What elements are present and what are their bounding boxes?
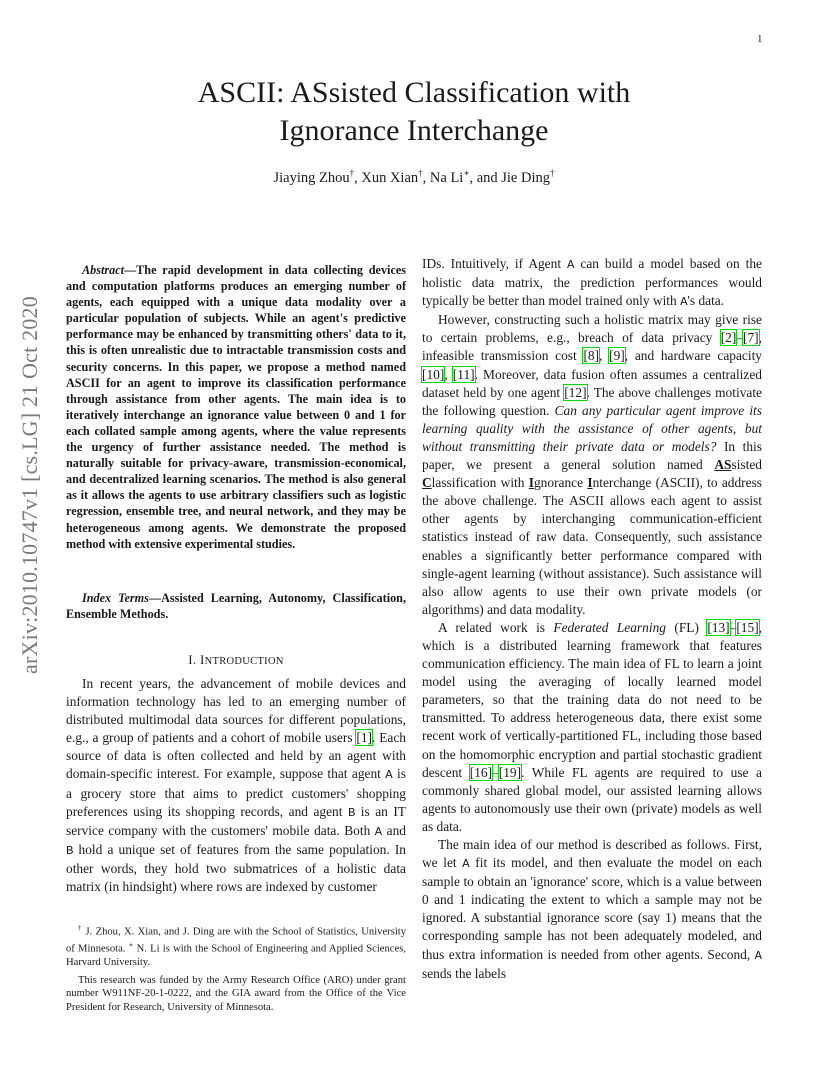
body-text: – xyxy=(736,330,744,346)
citation-link[interactable]: [7] xyxy=(743,330,759,346)
body-text: – xyxy=(492,764,499,780)
agent-symbol: B xyxy=(66,843,74,858)
body-text: . Each source of data is often collected and held by an agent with domain-specific interest. For example, suppose that agent xyxy=(66,730,406,782)
abstract-text: —The rapid development in data collecting devices and computation platforms produces an emerging number of agents, each equipped with a unique data modality over a particular population of subjects. While an agent's predictive performance may be enhanced by transmitting others' data to it, this is often unrealistic due to intractable transmission costs and security concerns. In this paper, we propose a method named ASCII for an agent to improve its classification performance through assistance from other agents. The main idea is to iteratively interchange an ignorance value between 0 and 1 for each collated sample among agents, where the value represents the urgency of further assistance needed. The method is naturally suitable for privacy-aware, transmission-economical, and decentralized learning scenarios. The method is also general as it allows the agents to use arbitrary classifiers such as logistic regression, ensemble tree, and neural network, and they may be heterogeneous among agents. We demonstrate the proposed method with extensive experimental studies. xyxy=(66,263,406,551)
affiliation-mark: † xyxy=(418,168,423,178)
body-text: hold a unique set of features from the same population. In other words, they hold two submatrices of a holistic data matrix (in hindsight) where rows are indexed by customer xyxy=(66,841,406,895)
index-terms-text: —Assisted Learning, Autonomy, Classification, Ensemble Methods. xyxy=(66,591,406,622)
author-name: Jie Ding xyxy=(501,170,550,186)
abstract xyxy=(66,262,406,552)
agent-symbol: A xyxy=(567,258,575,272)
body-text: is a grocery store that aims to predict customers' shopping preferences using its shopping records, and agent xyxy=(66,766,406,819)
section-title-initial: I xyxy=(199,652,205,667)
body-text: (FL) xyxy=(665,619,708,635)
author-separator: , and xyxy=(469,170,502,186)
footnote-text: This research was funded by the Army Research Office (ARO) under grant number W911NF-20-1-0222, and the GIA award from the Office of the Vice President for Research, University of Minnesota. xyxy=(66,974,406,1014)
citation-link[interactable]: [12] xyxy=(564,384,587,400)
author-list xyxy=(0,170,828,187)
citation-link[interactable]: [9] xyxy=(609,348,625,364)
body-text: can build a model based on the holistic data matrix, the prediction performances would typically be better than model trained only with xyxy=(422,256,762,309)
body-text: The main idea of our method is described as follows. First, we let xyxy=(422,837,762,871)
citation-link[interactable]: [10] xyxy=(422,366,445,382)
author-separator: , xyxy=(422,170,430,186)
body-text: , xyxy=(444,366,453,382)
introduction-paragraph xyxy=(66,675,406,896)
footnote-text: J. Zhou, X. Xian, and J. Ding are with the School of Statistics, University of Minnesota. xyxy=(66,926,406,955)
research-question: Can any particular agent improve its learning quality with the assistance of other agents, but without transmitting their private data or models? xyxy=(422,402,762,454)
body-text: , infeasible transmission cost xyxy=(422,330,762,364)
citation-link[interactable]: [16] xyxy=(469,764,493,780)
citation-link[interactable]: [13] xyxy=(707,619,730,635)
footnote-mark: † xyxy=(78,924,83,932)
title-line-2: Ignorance Interchange xyxy=(279,114,549,147)
citation-link[interactable]: [15] xyxy=(736,619,759,635)
body-text: , xyxy=(599,348,610,364)
citation-link[interactable]: [8] xyxy=(583,348,600,364)
body-text: 's data. xyxy=(687,293,725,309)
body-text: fit its model, and then evaluate the model on each sample to obtain an 'ignorance' score, which is a value between 0 and 1 indicating the extent to which a sample may not be ignored. A substantial ignorance score (say 1) means that the corresponding sample has not been adequately modeled, and thus extra information is needed from other agents. Second, xyxy=(422,855,762,962)
citation-link[interactable]: [2] xyxy=(720,330,737,346)
body-text: . While FL agents are required to use a commonly shared global model, our assisted learning allows agents to autonomously use their own (private) models as well as data. xyxy=(422,764,762,834)
body-text: A related work is xyxy=(438,619,554,635)
footnote-text: N. Li is with the School of Engineering and Applied Sciences, Harvard University. xyxy=(66,943,406,969)
affiliation-mark: ∗ xyxy=(463,168,470,178)
section-heading xyxy=(66,652,406,668)
body-text: – xyxy=(729,619,737,635)
author-name: Jiaying Zhou xyxy=(273,170,350,186)
body-text: In recent years, the advancement of mobile devices and information technology has led to an emerging number of distributed multimodal data sources for different populations, e.g., a group of patients and a cohort of mobile users xyxy=(66,676,406,746)
arxiv-sidebar-stamp xyxy=(8,290,52,680)
citation-link[interactable]: [1] xyxy=(356,730,373,746)
index-terms-label: Index Terms xyxy=(82,591,149,605)
body-text: . Moreover, data fusion often assumes a centralized dataset held by one agent xyxy=(422,366,762,400)
body-text: In this paper, we present a general solution named xyxy=(422,438,762,473)
body-text: , and hardware capacity xyxy=(624,348,762,364)
right-column-body xyxy=(422,255,762,983)
agent-symbol: A xyxy=(680,295,688,310)
title-line-1: ASCII: ASsisted Classification with xyxy=(197,76,631,109)
body-text: and xyxy=(382,822,406,838)
author-name: Xun Xian xyxy=(361,170,419,186)
acronym-letter: I xyxy=(587,475,593,491)
body-text: lassification with xyxy=(431,475,529,491)
section-number: I. xyxy=(188,652,200,667)
citation-link[interactable]: [11] xyxy=(452,366,475,382)
affiliation-mark: † xyxy=(550,168,555,178)
body-text: , which is a distributed learning framework that features communication efficiency. The main idea of FL to learn a joint model using the averaging of locally learned model parameters, so that the training data do not need to be transmitted. To address heterogeneous data, there exist some recent work of vertically-partitioned FL, including those based on the homomorphic encryption and partial stochastic gradient descent xyxy=(422,619,763,780)
body-text: IDs. Intuitively, if Agent xyxy=(422,256,568,271)
agent-symbol: B xyxy=(347,805,356,820)
author-separator: , xyxy=(354,170,362,186)
body-text: sends the labels xyxy=(422,965,507,981)
footnotes xyxy=(66,922,406,1019)
abstract-label: Abstract xyxy=(82,263,124,277)
body-text: However, constructing such a holistic matrix may give rise to certain problems, e.g., breach of data privacy xyxy=(422,312,762,346)
footnote-affiliations xyxy=(66,922,406,970)
body-text: gnorance xyxy=(533,475,588,491)
agent-symbol: A xyxy=(462,857,470,872)
agent-symbol: A xyxy=(754,948,762,963)
agent-symbol: A xyxy=(385,768,393,783)
footnote-mark: ∗ xyxy=(128,941,134,950)
term-emphasis: Federated Learning xyxy=(553,619,666,635)
acronym-letter: I xyxy=(528,475,534,491)
body-text: is an IT service company with the customers' mobile data. Both xyxy=(66,803,406,838)
body-text: . The above challenges motivate the following question. xyxy=(422,384,762,418)
arxiv-id: arXiv:2010.10747v1 [cs.LG] 21 Oct 2020 xyxy=(17,296,42,674)
footnote-funding xyxy=(66,974,406,1015)
body-text: nterchange (ASCII), to address the above challenge. The ASCII allows each agent to assist other agents by interchanging communication-efficient statistics instead of raw data. Consequently, such assistance enables a significantly better performance compared with single-agent learning (without assistance). Such assistance will also allow agents to use their own private models (or algorithms) and data modality. xyxy=(422,475,762,617)
author-name: Na Li xyxy=(429,170,464,186)
section-title-rest: NTRODUCTION xyxy=(204,656,284,667)
affiliation-mark: † xyxy=(349,168,355,178)
page-number: 1 xyxy=(757,33,763,45)
agent-symbol: A xyxy=(374,824,383,839)
index-terms xyxy=(66,590,406,622)
acronym-letter: AS xyxy=(714,457,732,473)
acronym-letter: C xyxy=(422,475,432,491)
paper-title xyxy=(0,74,828,150)
body-text: sisted xyxy=(731,457,762,473)
citation-link[interactable]: [19] xyxy=(498,764,522,780)
